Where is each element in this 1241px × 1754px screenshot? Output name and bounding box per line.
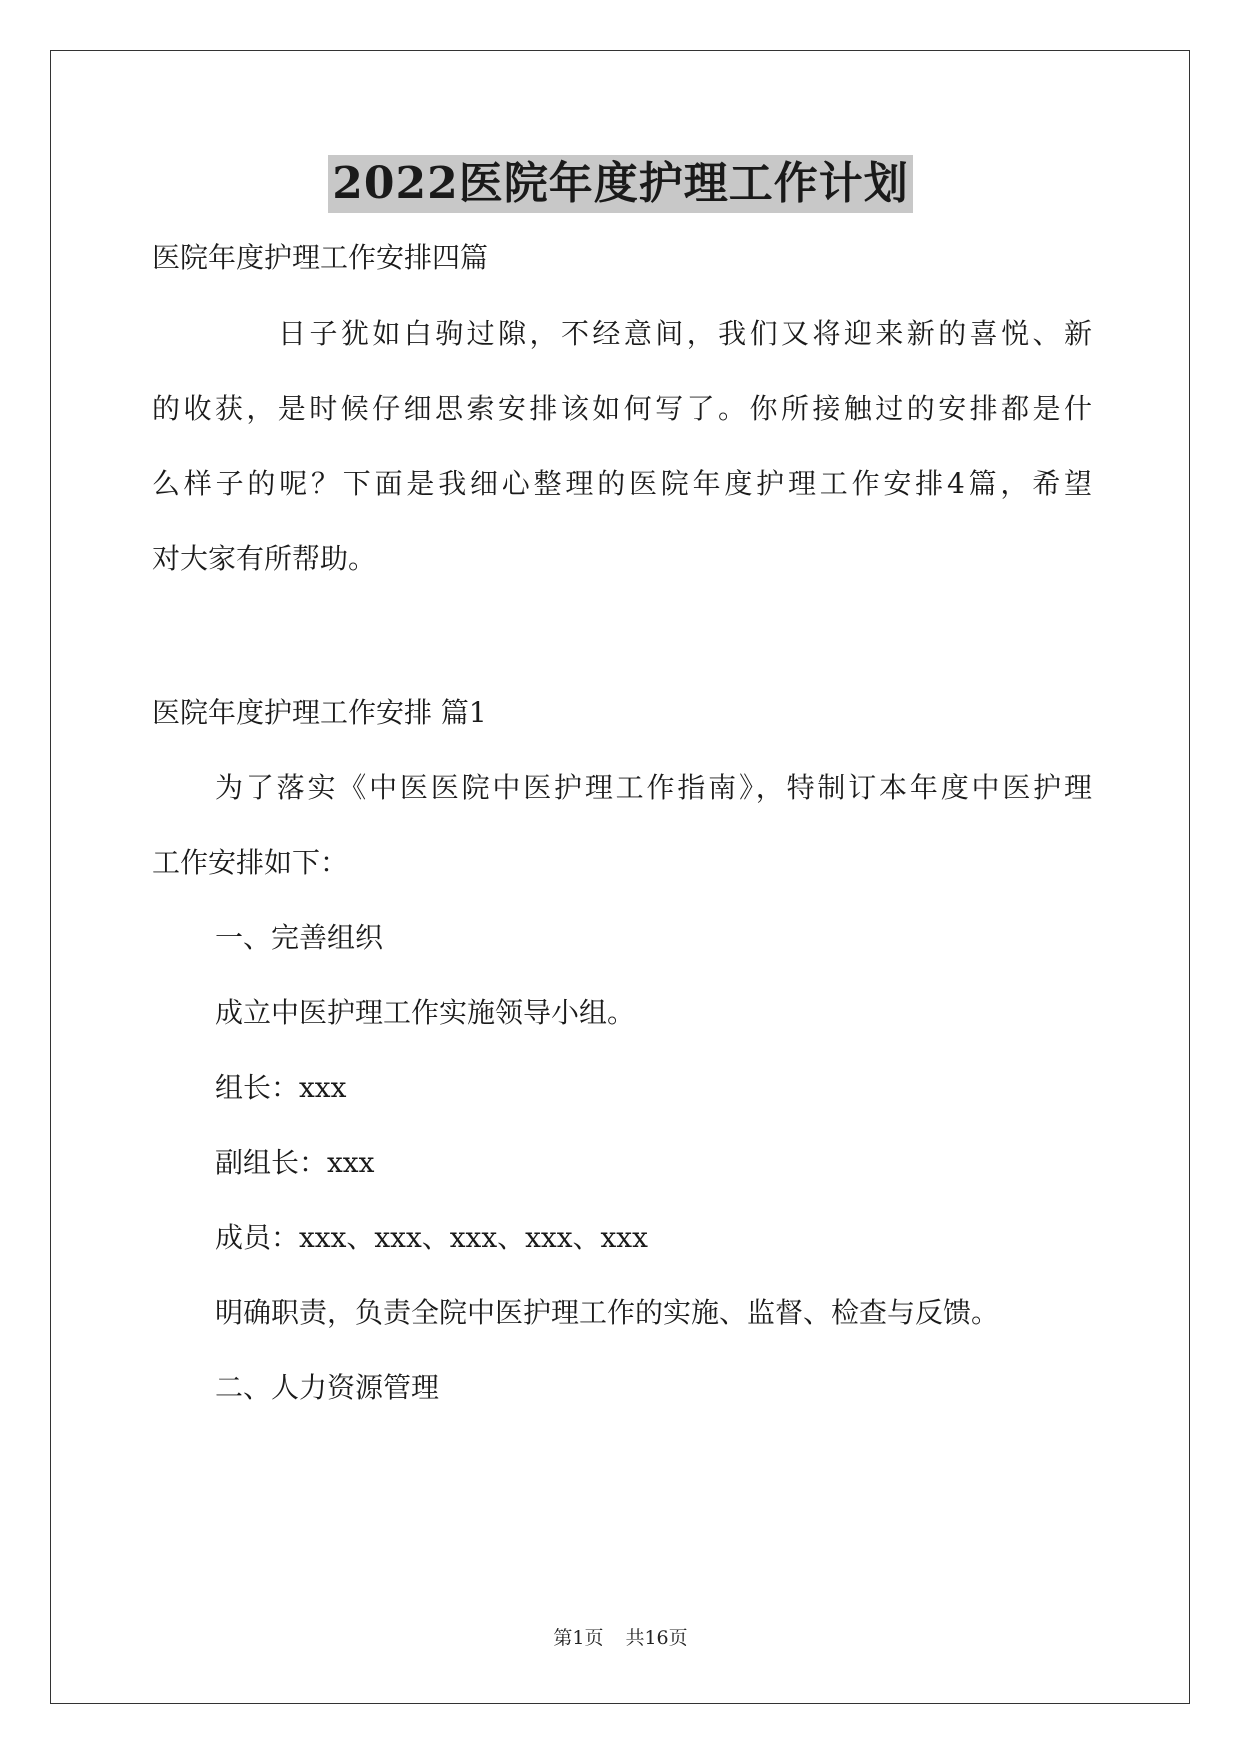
- intro-line-3: 么样子的呢？下面是我细心整理的医院年度护理工作安排4篇，希望: [152, 467, 1096, 500]
- paragraph-line-2: 工作安排如下：: [152, 846, 349, 879]
- paragraph-line-1: 为了落实《中医医院中医护理工作指南》，特制订本年度中医护理: [215, 771, 1095, 804]
- deputy-leader-line: 副组长：xxx: [215, 1146, 375, 1179]
- document-title: [0, 155, 1241, 213]
- item-text: 成立中医护理工作实施领导小组。: [215, 996, 636, 1029]
- page-footer: [0, 1626, 1241, 1650]
- item-heading-2: 二、人力资源管理: [215, 1371, 440, 1404]
- duty-line: 明确职责，负责全院中医护理工作的实施、监督、检查与反馈。: [215, 1296, 1000, 1329]
- intro-line-4: 对大家有所帮助。: [152, 542, 377, 575]
- members-line: 成员：xxx、xxx、xxx、xxx、xxx: [215, 1221, 648, 1254]
- item-heading-1: 一、完善组织: [215, 921, 384, 954]
- page-number: 第1页: [553, 1627, 604, 1649]
- page-total: 共16页: [625, 1627, 688, 1649]
- intro-line-2: 的收获，是时候仔细思索安排该如何写了。你所接触过的安排都是什: [152, 392, 1096, 425]
- intro-line-1: 日子犹如白驹过隙，不经意间，我们又将迎来新的喜悦、新: [278, 317, 1096, 350]
- section-heading: 医院年度护理工作安排 篇1: [152, 696, 487, 729]
- leader-line: 组长：xxx: [215, 1071, 347, 1104]
- document-title-text: 2022医院年度护理工作计划: [328, 155, 912, 213]
- subtitle-line: 医院年度护理工作安排四篇: [152, 241, 489, 274]
